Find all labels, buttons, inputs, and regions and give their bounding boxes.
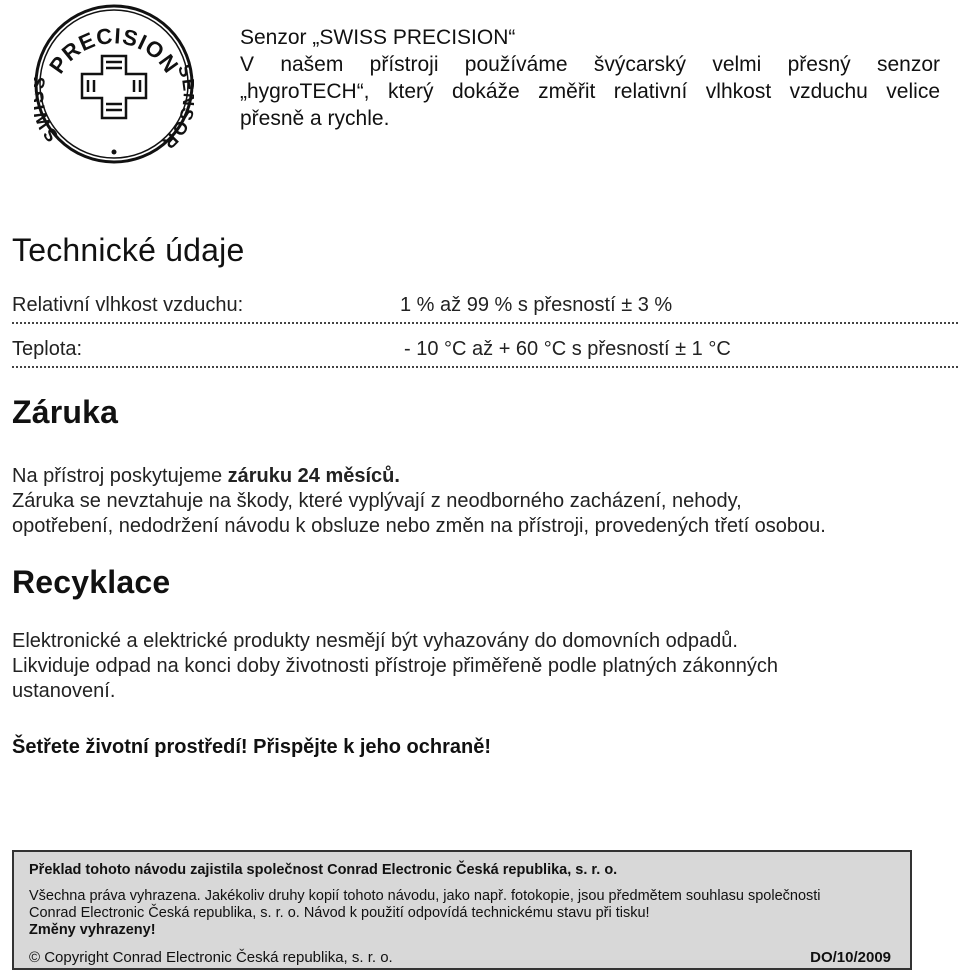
recycling-line-3: ustanovení. [12, 680, 116, 702]
seal-icon [34, 0, 194, 166]
warranty-text: Na přístroj poskytujeme [12, 465, 228, 487]
warranty-paragraph [12, 464, 942, 539]
changes-reserved: Změny vyhrazeny! [29, 922, 156, 938]
intro-line-2: „hygroTECH“, který dokáže změřit relativní vlhkost vzduchu velice [240, 80, 940, 103]
intro-title: Senzor „SWISS PRECISION“ [240, 26, 516, 49]
environment-slogan: Šetřete životní prostředí! Přispějte k jeho ochraně! [12, 736, 492, 758]
spec-row-humidity [12, 292, 958, 324]
warranty-line-1 [12, 464, 942, 489]
warranty-heading: Záruka [12, 394, 119, 430]
intro-line-3: přesně a rychle. [240, 107, 390, 130]
rights-line-1: Všechna práva vyhrazena. Jakékoliv druhy kopií tohoto návodu, jako např. fotokopie, jsou předmětem souhlasu společnosti [29, 888, 821, 904]
seal-right-text: OR [158, 117, 193, 154]
spec-label: Relativní vlhkost vzduchu: [12, 294, 244, 316]
rights-line-2: Conrad Electronic Česká republika, s. r. o. Návod k použití odpovídá technickému stavu při tisku! [29, 905, 650, 921]
translation-note: Překlad tohoto návodu zajistila společnost Conrad Electronic Česká republika, s. r. o. [29, 862, 618, 878]
technical-heading: Technické údaje [12, 232, 245, 268]
copyright-row [29, 947, 891, 967]
recycling-heading: Recyklace [12, 564, 171, 600]
warranty-duration: záruku 24 měsíců. [227, 465, 400, 487]
seal-top-text: PRECISION [44, 22, 184, 78]
spec-value: - 10 °C až + 60 °C s přesností ± 1 °C [404, 338, 731, 360]
recycling-paragraph [12, 629, 942, 704]
intro-line-1: V našem přístroji používáme švýcarský velmi přesný senzor [240, 53, 940, 76]
recycling-line-1: Elektronické a elektrické produkty nesmějí být vyhazovány do domovních odpadů. [12, 630, 738, 652]
spec-row-temperature [12, 336, 958, 368]
copyright-text: © Copyright Conrad Electronic Česká republika, s. r. o. [29, 949, 393, 966]
swiss-precision-sensor-seal [34, 0, 194, 166]
warranty-line-3: opotřebení, nedodržení návodu k obsluze nebo změn na přístroji, provedených třetí osobou. [12, 515, 826, 537]
swiss-cross-icon [82, 56, 146, 118]
spec-value: 1 % až 99 % s přesností ± 3 % [400, 294, 673, 316]
warranty-line-2: Záruka se nevztahuje na škody, které vyplývají z neodborného zacházení, nehody, [12, 490, 742, 512]
rights-notice [29, 888, 821, 939]
seal-left-text: S [38, 123, 63, 146]
intro-paragraph [240, 24, 940, 132]
recycling-line-2: Likviduje odpad na konci doby životnosti přístroje přiměřeně podle platných zákonných [12, 655, 779, 677]
spec-label: Teplota: [12, 338, 83, 360]
footer-box [12, 850, 912, 970]
document-code: DO/10/2009 [810, 949, 891, 966]
